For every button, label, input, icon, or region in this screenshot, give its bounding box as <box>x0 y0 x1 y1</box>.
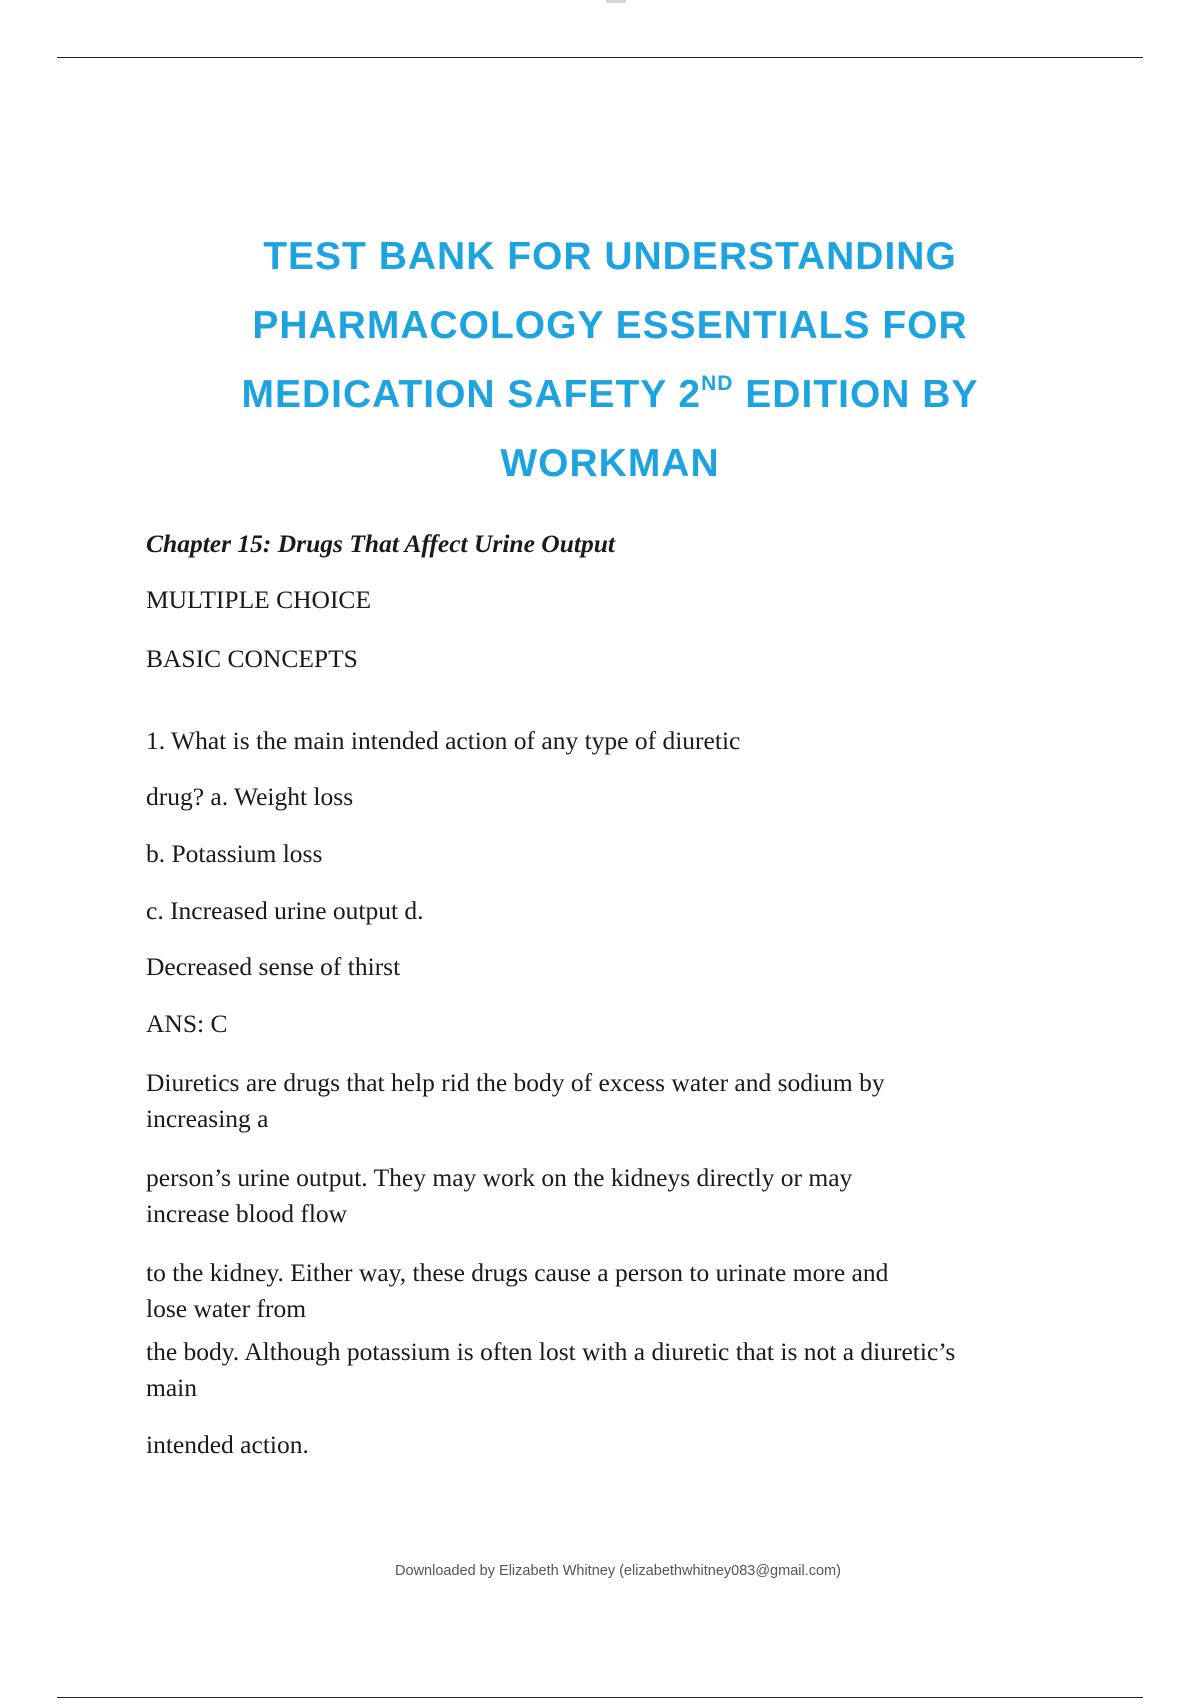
title-line-1: TEST BANK FOR UNDERSTANDING <box>263 235 957 278</box>
rationale-line-6: lose water from <box>146 1294 307 1323</box>
question-line-2: drug? a. Weight loss <box>146 782 354 811</box>
title-line-3-tail: EDITION BY <box>733 373 979 416</box>
header-rule <box>57 57 1143 58</box>
download-footer: Downloaded by Elizabeth Whitney (elizabethwhitney083@gmail.com) <box>395 1563 841 1579</box>
question-line-4: c. Increased urine output d. <box>146 896 424 925</box>
rationale-line-7: the body. Although potassium is often lost with a diuretic that is not a diuretic’s <box>146 1337 956 1366</box>
title-line-3-text: MEDICATION SAFETY 2 <box>241 373 702 416</box>
chapter-heading: Chapter 15: Drugs That Affect Urine Output <box>146 529 615 558</box>
title-superscript: ND <box>701 372 734 395</box>
document-title <box>150 222 1070 498</box>
rationale-line-3: person’s urine output. They may work on the kidneys directly or may <box>146 1163 853 1192</box>
title-line-3 <box>150 360 1070 429</box>
page-top-mark <box>606 0 626 3</box>
rationale-line-1: Diuretics are drugs that help rid the body of excess water and sodium by <box>146 1068 885 1097</box>
rationale-line-4: increase blood flow <box>146 1199 348 1228</box>
rationale-line-9: intended action. <box>146 1430 309 1459</box>
rationale-line-8: main <box>146 1373 197 1402</box>
subsection-heading: BASIC CONCEPTS <box>146 644 358 673</box>
title-line-4: WORKMAN <box>500 442 720 485</box>
answer-key: ANS: C <box>146 1009 228 1038</box>
title-line-2: PHARMACOLOGY ESSENTIALS FOR <box>252 304 968 347</box>
question-line-5: Decreased sense of thirst <box>146 952 401 981</box>
question-line-3: b. Potassium loss <box>146 839 323 868</box>
rationale-line-2: increasing a <box>146 1104 269 1133</box>
footer-rule <box>57 1697 1143 1698</box>
section-heading: MULTIPLE CHOICE <box>146 585 372 614</box>
rationale-line-5: to the kidney. Either way, these drugs cause a person to urinate more and <box>146 1258 889 1287</box>
question-line-1: 1. What is the main intended action of any type of diuretic <box>146 726 741 755</box>
